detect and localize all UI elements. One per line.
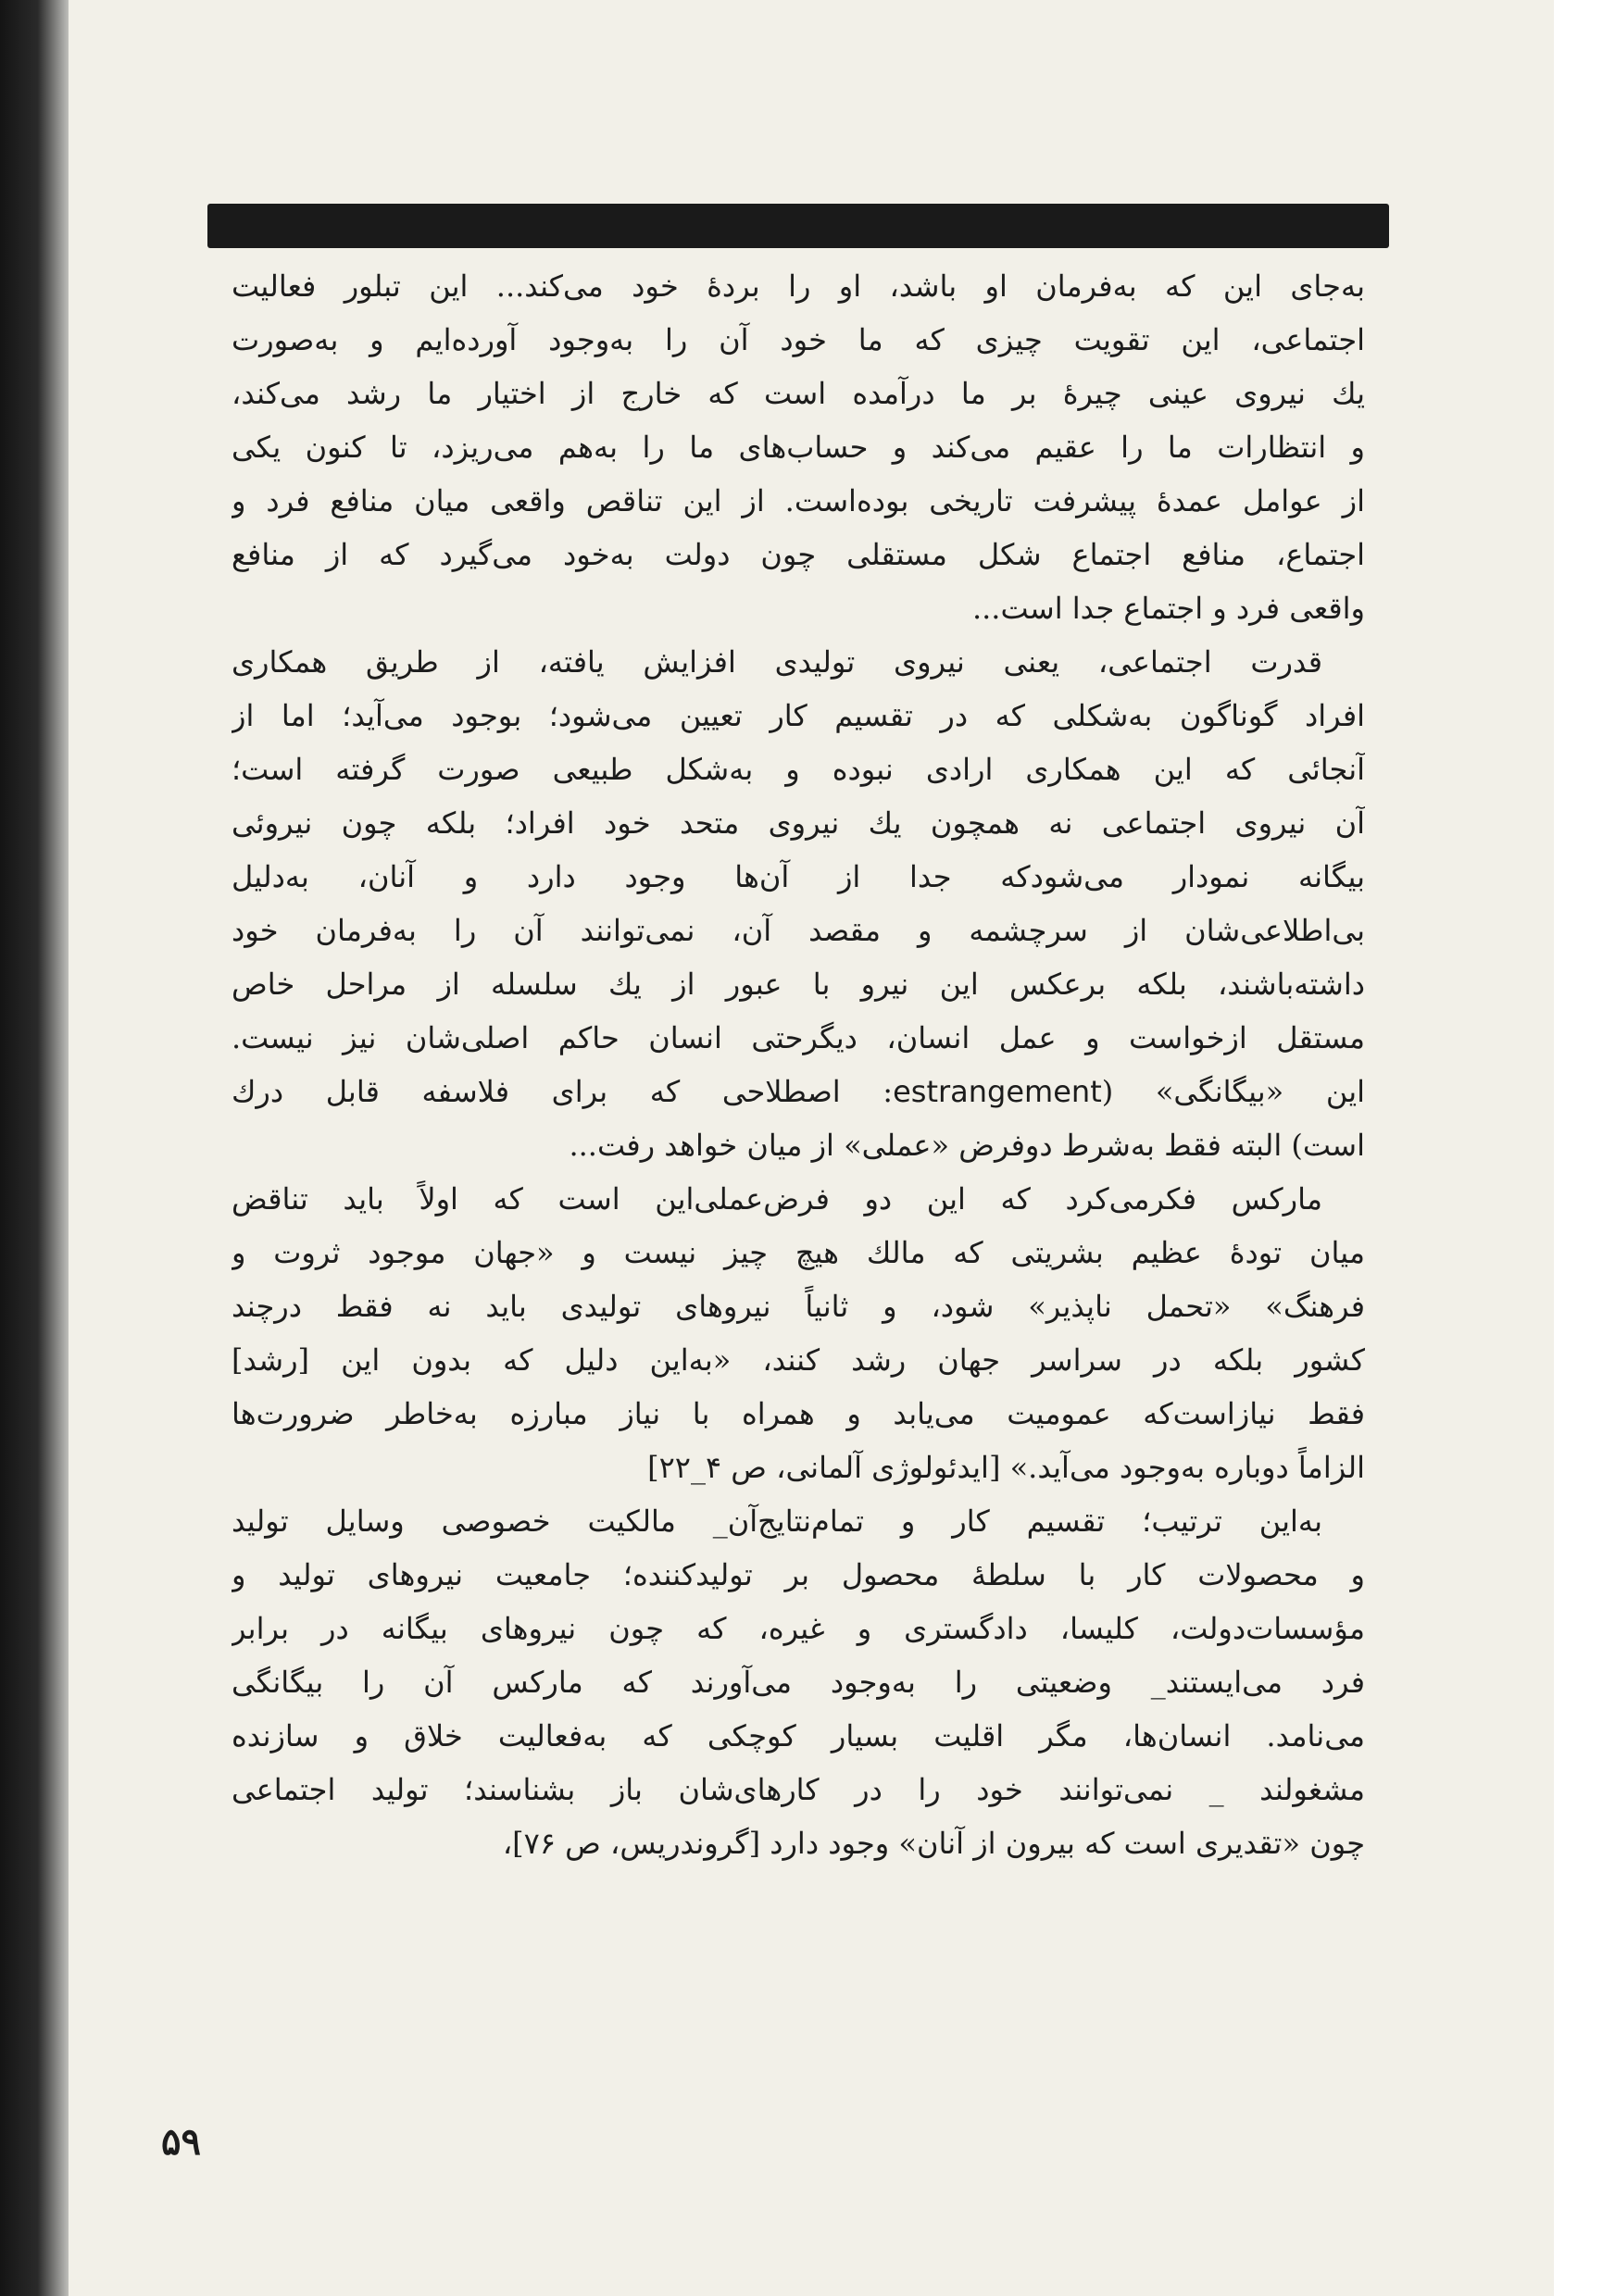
text-line: فرهنگ» «تحمل ناپذیر» شود، و ثانیاً نیروهای تولیدی باید نه فقط درچند [232,1289,1365,1324]
text-line: آنجائی که این همکاری ارادی نبوده و به‌شکل طبیعی صورت گرفته است؛ [232,752,1365,787]
scan-right-margin [1554,0,1615,2296]
text-fragment: : اصطلاحی که برای فلاسفه قابل درك [232,1074,894,1109]
text-line: یك نیروی عینی چیرهٔ بر ما درآمده است که خارج از اختیار ما رشد می‌کند، [232,376,1365,411]
text-line: می‌نامد. انسان‌ها، مگر اقلیت بسیار کوچکی که به‌فعالیت خلاق و سازنده [232,1718,1365,1753]
latin-term: estrangement [893,1074,1102,1109]
text-line: به‌جای این که به‌فرمان او باشد، او را بردهٔ خود می‌کند... این تبلور فعالیت [232,268,1365,304]
text-line: اجتماع، منافع اجتماع شکل مستقلی چون دولت به‌خود می‌گیرد که از منافع [232,537,1365,572]
text-line: اجتماعی، این تقویت چیزی که ما خود آن را به‌وجود آورده‌ایم و به‌صورت [232,322,1365,357]
text-line: الزاماً دوباره به‌وجود می‌آید.» [ایدئولوژی آلمانی، ص ۴_۲۲] [647,1450,1365,1485]
text-line: مستقل ازخواست و عمل انسان، دیگرحتی انسان حاکم اصلی‌شان نیز نیست. [232,1020,1365,1055]
text-line: چون «تقدیری است که بیرون از آنان» وجود دارد [گروندریس، ص ۷۶]، [502,1826,1365,1861]
text-line: است) البته فقط به‌شرط دوفرض «عملی» از میان خواهد رفت... [569,1128,1365,1163]
text-line: آن نیروی اجتماعی نه همچون یك نیروی متحد خود افراد؛ بلکه چون نیروئی [232,805,1365,841]
text-line: و انتظارات ما را عقیم می‌کند و حساب‌های ما را به‌هم می‌ریزد، تا کنون یکی [232,430,1365,465]
text-line: به‌این ترتیب؛ تقسیم کار و تمام‌نتایج‌آن_ مالکیت خصوصی وسایل تولید [232,1504,1322,1539]
text-line: و محصولات کار با سلطهٔ محصول بر تولیدکننده؛ جامعیت نیروهای تولید و [232,1557,1365,1592]
text-line: کشور بلکه در سراسر جهان رشد کنند، «به‌این دلیل که بدون این [رشد] [232,1342,1365,1378]
text-line: فرد می‌ایستند_ وضعیتی را به‌وجود می‌آورند که مارکس آن را بیگانگی [232,1665,1365,1700]
text-line: بی‌اطلاعی‌شان از سرچشمه و مقصد آن، نمی‌توانند آن را به‌فرمان خود [232,913,1365,948]
text-line: قدرت اجتماعی، یعنی نیروی تولیدی افزایش یافته، از طریق همکاری [232,644,1322,680]
text-line: افراد گوناگون به‌شکلی که در تقسیم کار تعیین می‌شود؛ بوجود می‌آید؛ اما از [232,698,1365,733]
text-line: مشغولند _ نمی‌توانند خود را در کارهای‌شان باز بشناسند؛ تولید اجتماعی [232,1772,1365,1807]
text-line: داشته‌باشند، بلکه برعکس این نیرو با عبور از یك سلسله از مراحل خاص [232,967,1365,1002]
page-number: ۵۹ [161,2120,201,2164]
text-line: واقعی فرد و اجتماع جدا است... [971,591,1365,626]
scan-left-edge [0,0,69,2296]
text-fragment: این «بیگانگی» ( [1101,1074,1365,1109]
body-text [232,259,1365,2185]
text-line-mixed [232,1065,1365,1118]
header-rule-bar [207,204,1389,248]
text-line: از عوامل عمدهٔ پیشرفت تاریخی بوده‌است. از این تناقص واقعی میان منافع فرد و [232,483,1365,518]
text-line: بیگانه نمودار می‌شودکه جدا از آن‌ها وجود دارد و آنان، به‌دلیل [232,859,1365,894]
text-line: فقط نیازاست‌که عمومیت می‌یابد و همراه با نیاز مبارزه به‌خاطر ضرورت‌ها [232,1396,1365,1431]
text-line: میان تودهٔ عظیم بشریتی که مالك هیچ چیز نیست و «جهان موجود ثروت و [232,1235,1365,1270]
text-line: مارکس فکرمی‌کرد که این دو فرض‌عملی‌این است که اولاً باید تناقض [232,1181,1322,1217]
text-line: مؤسسات‌دولت، کلیسا، دادگستری و غیره، که چون نیروهای بیگانه در برابر [232,1611,1365,1646]
